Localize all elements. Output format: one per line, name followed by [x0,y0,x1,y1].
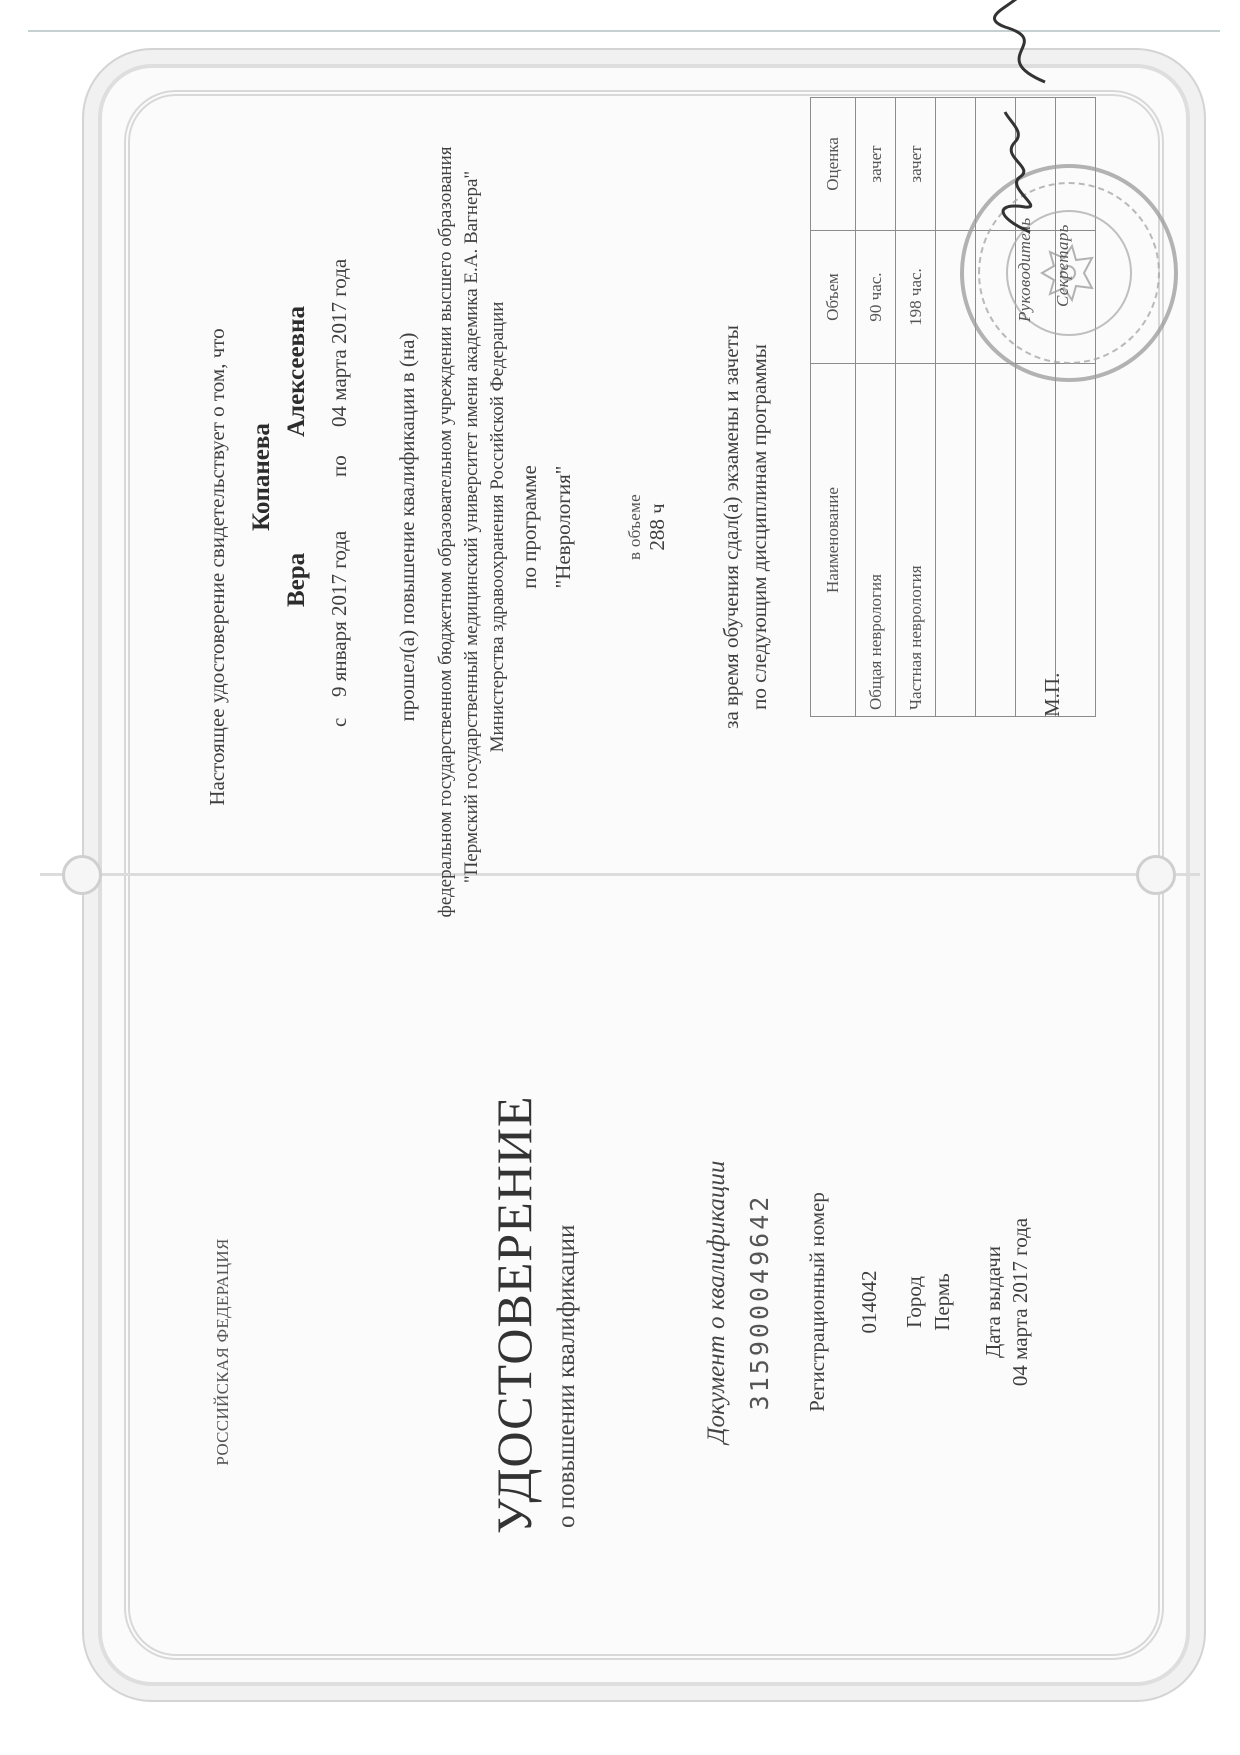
registration-number: 014042 [857,1270,881,1334]
secretary-label: Секретарь [1053,224,1072,307]
institution-line-2: "Пермский государственный медицинский университет имени академика Е.А. Вагнера" [461,170,482,884]
exams-line-1: за время обучения сдал(а) экзамены и зачеты [719,325,743,729]
city-label: Город [902,1276,926,1328]
document-number: 315900049642 [745,1193,774,1411]
discipline-grade: зачет [896,98,936,231]
first-name: Вера [283,552,310,607]
head-signature [985,107,1055,237]
document-title: УДОСТОВЕРЕНИЕ [486,1095,542,1534]
content-page [105,102,1135,918]
patronymic: Алексеевна [283,306,310,437]
empty-cell [1056,364,1096,717]
passed-text: прошел(а) повышение квалификации в (на) [395,332,419,722]
intro-text: Настоящее удостоверение свидетельствует о том, что [205,328,229,806]
table-row [856,98,896,717]
discipline-grade: зачет [856,98,896,231]
city-value: Пермь [930,1273,954,1331]
head-label: Руководитель [1015,217,1034,322]
col-header-grade: Оценка [811,98,856,231]
surname: Копанева [248,423,275,531]
document-type: Документ о квалификации [703,1160,730,1444]
issue-date-value: 04 марта 2017 года [1008,1217,1032,1387]
cover-page [105,877,1135,1652]
program-label: по программе [517,465,541,589]
institution-line-3: Министерства здравоохранения Российской Федерации [487,301,508,753]
fold-ornament-right [1136,855,1176,895]
discipline-name: Общая неврология [856,364,896,717]
rotated-certificate-content [105,102,1135,1652]
mp-label: М.П. [1040,672,1064,717]
discipline-volume: 198 час. [896,231,936,364]
empty-cell [936,98,976,231]
table-row [896,98,936,717]
period-from-prefix: с [327,717,351,727]
empty-cell [936,364,976,717]
table-header-row [811,98,856,717]
discipline-volume: 90 час. [856,231,896,364]
empty-cell [976,364,1016,717]
volume-value: 288 ч [645,503,669,551]
period-to: 04 марта 2017 года [327,258,351,427]
institution-line-1: федеральном государственном бюджетном образовательном учреждении высшего образования [435,146,456,918]
fold-ornament-left [62,855,102,895]
discipline-name: Частная неврология [896,364,936,717]
secretary-signature [965,0,1075,87]
col-header-name: Наименование [811,364,856,717]
issue-date-label: Дата выдачи [981,1245,1005,1359]
registration-label: Регистрационный номер [805,1192,829,1412]
program-name: "Неврология" [551,465,575,589]
document-subtitle: о повышении квалификации [553,1224,580,1528]
exams-line-2: по следующим дисциплинам программы [747,344,771,710]
volume-label: в объеме [625,493,644,561]
col-header-volume: Объем [811,231,856,364]
country-label: РОССИЙСКАЯ ФЕДЕРАЦИЯ [213,1238,232,1466]
table-row [936,98,976,717]
empty-cell [1016,364,1056,717]
period-from: 9 января 2017 года [327,530,351,697]
period-to-prefix: по [327,455,351,477]
